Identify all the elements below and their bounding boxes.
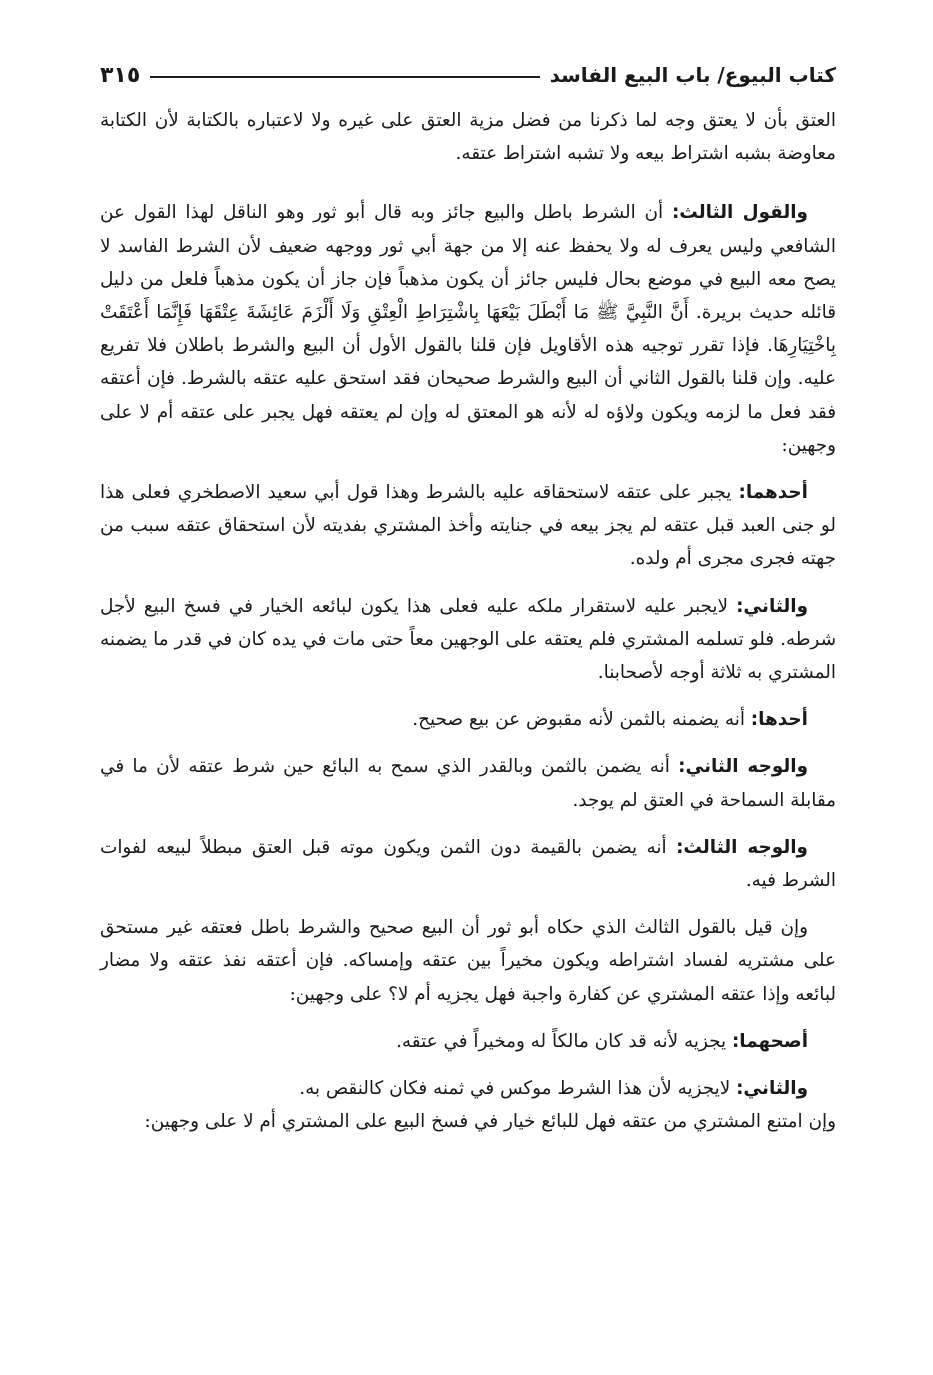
paragraph-text: يجزيه لأنه قد كان مالكاً له ومخيراً في عتقه. <box>396 1030 732 1052</box>
paragraph-text: وإن امتنع المشتري من عتقه فهل للبائع خيار في فسخ البيع على المشتري أم لا على وجهين: <box>144 1111 836 1133</box>
paragraph-more-correct <box>100 1025 836 1058</box>
paragraph-text: العتق بأن لا يعتق وجه لما ذكرنا من فضل مزية العتق على غيره ولا لاعتباره بالكتابة لأن الكتابة معاوضة بشبه اشتراط بيعه ولا تشبه اشتراط عتقه. <box>100 110 836 165</box>
paragraph-third-opinion <box>100 196 836 462</box>
paragraph-aspect-two <box>100 750 836 816</box>
paragraph-first-view <box>100 476 836 576</box>
paragraph-term: والقول الثالث: <box>671 202 808 224</box>
page-header <box>100 58 836 92</box>
body-text <box>100 104 836 1138</box>
paragraph-term: والوجه الثالث: <box>676 836 808 858</box>
page-number: ٣١٥ <box>100 62 141 88</box>
paragraph-term: أحدهما: <box>738 482 808 504</box>
paragraph-text: أنه يضمن بالقيمة دون الثمن ويكون موته قبل العتق مبطلاً لبيعه لفوات الشرط فيه. <box>100 836 836 892</box>
paragraph-text: يجبر على عتقه لاستحقاقه عليه بالشرط وهذا قول أبي سعيد الاصطخري فعلى هذا لو جنى العبد قبل عتقه لم يجز بيعه في جنايته وأخذ المشتري بفديته لأن استحقاق عتقه سبب من جهته فجرى مجرى أم ولده. <box>100 482 836 570</box>
paragraph-aspect-three <box>100 831 836 897</box>
paragraph-term: والثاني: <box>736 1078 808 1100</box>
paragraph-continuation <box>100 104 836 170</box>
paragraph-term: أصحهما: <box>731 1030 808 1052</box>
paragraph-aspect-one <box>100 703 836 736</box>
paragraph-text: أنه يضمنه بالثمن لأنه مقبوض عن بيع صحيح. <box>412 709 751 731</box>
paragraph-second-view <box>100 590 836 690</box>
paragraph-refusal <box>100 1105 836 1138</box>
paragraph-third-opinion-ruling <box>100 911 836 1011</box>
paragraph-text: أنه يضمن بالثمن وبالقدر الذي سمح به البائع حين شرط عتقه لأن ما في مقابلة السماحة في العتق لم يوجد. <box>100 756 836 811</box>
paragraph-second <box>100 1072 836 1105</box>
paragraph-text: لايجزيه لأن هذا الشرط موكس في ثمنه فكان كالنقص به. <box>299 1078 737 1100</box>
paragraph-text: أن الشرط باطل والبيع جائز وبه قال أبو ثور وهو الناقل لهذا القول عن الشافعي وليس يعرف له ولا يحفظ عنه إلا من جهة أبي ثور ووجهه ضعيف لأن الشرط الفاسد لا يصح معه البيع في موضع بحال فليس جائز أن يكون مذهباً فإن جاز أن يكون مذهباً فلعل من دليل قائله حديث بريرة. أَنَّ النَّبِيَّ ﷺ مَا أَبْطَلَ بَيْعَهَا بِاشْتِرَاطِ الْعِتْقِ وَلَا أَلْزَمَ عَائِشَةَ عِتْقَهَا فَإِنَّمَا أَعْتَقَتْ بِاخْتِيَارِهَا. فإذا تقرر توجيه هذه الأقاويل فإن قلنا بالقول الأول أن البيع والشرط باطلان فلا تفريع عليه. وإن قلنا بالقول الثاني أن البيع والشرط صحيحان فقد استحق عليه عتقه بالشرط. فإن أعتقه فقد فعل ما لزمه ويكون ولاؤه له لأنه هو المعتق له وإن لم يعتقه فهل يجبر على عتقه أم لا على وجهين: <box>100 202 836 456</box>
running-title: كتاب البيوع/ باب البيع الفاسد <box>549 63 836 87</box>
paragraph-term: أحدها: <box>750 709 808 731</box>
header-rule <box>150 76 539 78</box>
paragraph-term: والثاني: <box>736 595 808 617</box>
paragraph-text: وإن قيل بالقول الثالث الذي حكاه أبو ثور أن البيع صحيح والشرط باطل فعتقه غير مستحق على مشتريه لفساد اشتراطه ويكون مخيراً بين عتقه وإمساكه. فإن أعتقه نفذ عتقه ولا مضار لبائعه وإذا عتقه المشتري عن كفارة واجبة فهل يجزيه أم لا؟ على وجهين: <box>100 917 836 1005</box>
paragraph-text: لايجبر عليه لاستقرار ملكه عليه فعلى هذا يكون لبائعه الخيار في فسخ البيع لأجل شرطه. فلو تسلمه المشتري فلم يعتقه على الوجهين معاً حتى مات في يده كان في قدر ما يضمنه المشتري به ثلاثة أوجه لأصحابنا. <box>100 595 836 684</box>
paragraph-term: والوجه الثاني: <box>678 756 809 778</box>
